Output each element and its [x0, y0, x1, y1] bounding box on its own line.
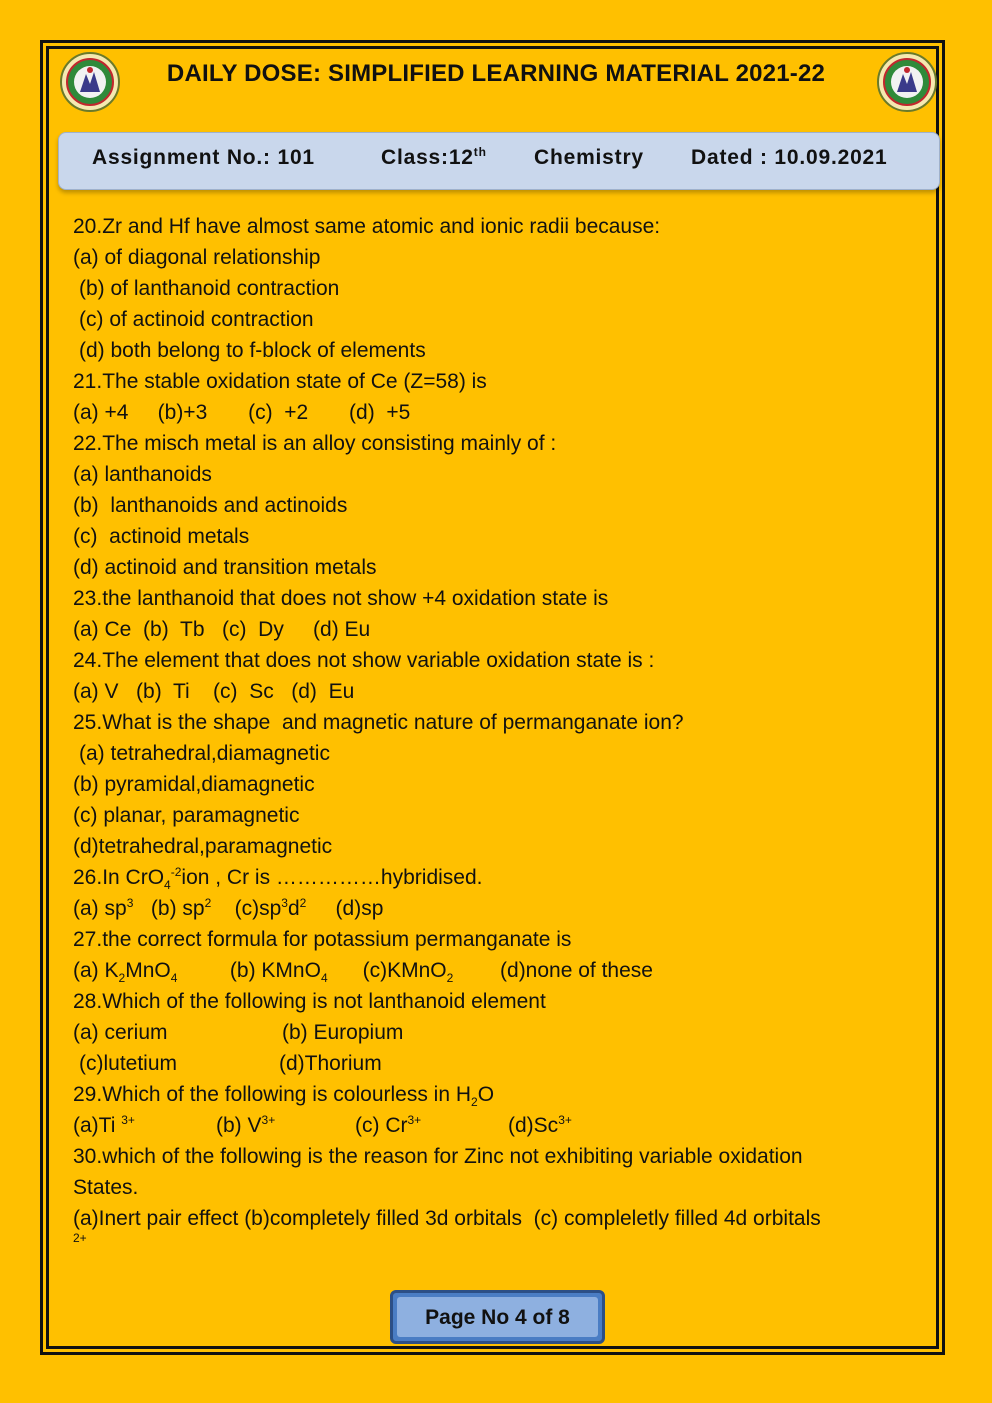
page-number: Page No 4 of 8: [425, 1306, 570, 1329]
question-text: States.: [73, 1176, 139, 1199]
option-row: [73, 614, 923, 645]
option: (a) cerium: [73, 1021, 168, 1044]
option: (b) $sp^2$: [150, 896, 212, 920]
question-text: 21.The stable oxidation state of Ce (Z=58) is: [73, 370, 487, 393]
option: (c) Dy: [222, 618, 284, 641]
option: (d) +5: [349, 401, 411, 424]
option: (c) planar, paramagnetic: [73, 804, 300, 827]
question-list: [73, 211, 923, 1246]
question-text: 24.The element that does not show variable oxidation state is :: [73, 649, 655, 672]
option: (d) Eu: [313, 618, 371, 641]
option-row: [73, 955, 923, 986]
question-text: 27.the correct formula for potassium permanganate is: [73, 928, 572, 951]
option: $(d)Sc^{3+}$: [508, 1113, 572, 1137]
option: (d) actinoid and transition metals: [73, 556, 377, 579]
option-row: (a)Inert pair effect (b)completely filled 3d orbitals (c) compleletly filled 4d orbitals: [73, 1207, 821, 1230]
option: (c)KMnO$_2$: [362, 959, 454, 986]
option: (c) Sc: [213, 680, 274, 703]
option: (d) Eu: [291, 680, 355, 703]
question-text: 23.the lanthanoid that does not show +4 oxidation state is: [73, 587, 609, 610]
question-text: 25.What is the shape and magnetic nature of permanganate ion?: [73, 711, 684, 734]
class-label: Class:12th: [381, 145, 487, 169]
option: (b) pyramidal,diamagnetic: [73, 773, 315, 796]
question-text: 22.The misch metal is an alloy consisting mainly of :: [73, 432, 557, 455]
option: (d)none of these: [500, 959, 653, 982]
option: (d)Thorium: [279, 1052, 382, 1075]
page-title: DAILY DOSE: SIMPLIFIED LEARNING MATERIAL 2021-22: [166, 60, 826, 87]
question-text: 26.In CrO$_4^{-2}$ion , Cr is ……………hybridised.: [73, 865, 483, 893]
option: $(c)sp^3d^2$: [234, 896, 307, 920]
page-number-box: [390, 1290, 605, 1344]
option: (a) Ce: [73, 618, 132, 641]
option: (d) both belong to f-block of elements: [79, 339, 426, 362]
option: (b)+3: [157, 401, 208, 424]
option: (d)tetrahedral,paramagnetic: [73, 835, 333, 858]
option: (a) $K_2MnO_4$: [73, 959, 178, 986]
option-row: [73, 676, 923, 707]
option: (b) $V^{3+}$: [216, 1113, 276, 1137]
option: (c) $Cr^{3+}$: [355, 1113, 422, 1137]
option: (a) tetrahedral,diamagnetic: [79, 742, 330, 765]
option: (b) of lanthanoid contraction: [79, 277, 340, 300]
option: (a) lanthanoids: [73, 463, 212, 486]
option: (b) KMnO$_4$: [229, 959, 328, 986]
question-text: 30.which of the following is the reason for Zinc not exhibiting variable oxidation: [73, 1145, 803, 1168]
option-row: [73, 1048, 923, 1079]
question-text: 28.Which of the following is not lanthanoid element: [73, 990, 546, 1013]
option: (d)sp: [335, 897, 384, 920]
assignment-info-bar: [58, 132, 940, 190]
option: (b) Europium: [282, 1021, 404, 1044]
option: (c)lutetium: [79, 1052, 178, 1075]
question-text: 20.Zr and Hf have almost same atomic and ionic radii because:: [73, 215, 661, 238]
option-row: [73, 893, 923, 924]
stray-superscript: 2+: [73, 1231, 87, 1245]
option: (c) +2: [248, 401, 309, 424]
option: (a) of diagonal relationship: [73, 246, 321, 269]
option: (c) actinoid metals: [73, 525, 250, 548]
option: (a) +4: [73, 401, 129, 424]
option: (b) lanthanoids and actinoids: [73, 494, 348, 517]
option-row: [73, 1017, 923, 1048]
assignment-number: Assignment No.: 101: [92, 146, 315, 169]
option: (c) of actinoid contraction: [79, 308, 314, 331]
option: (a) V: [73, 680, 119, 703]
option-row: [73, 1110, 923, 1141]
option: (b) Tb: [143, 618, 205, 641]
option-row: [73, 397, 923, 428]
option: (a) $sp^3$: [73, 896, 134, 920]
option: (b) Ti: [136, 680, 190, 703]
subject: Chemistry: [534, 146, 644, 169]
date: Dated : 10.09.2021: [691, 146, 888, 169]
question-text: 29.Which of the following is colourless in $H_2O$: [73, 1083, 495, 1110]
option: (a)Ti $^{3+}$: [73, 1113, 135, 1137]
